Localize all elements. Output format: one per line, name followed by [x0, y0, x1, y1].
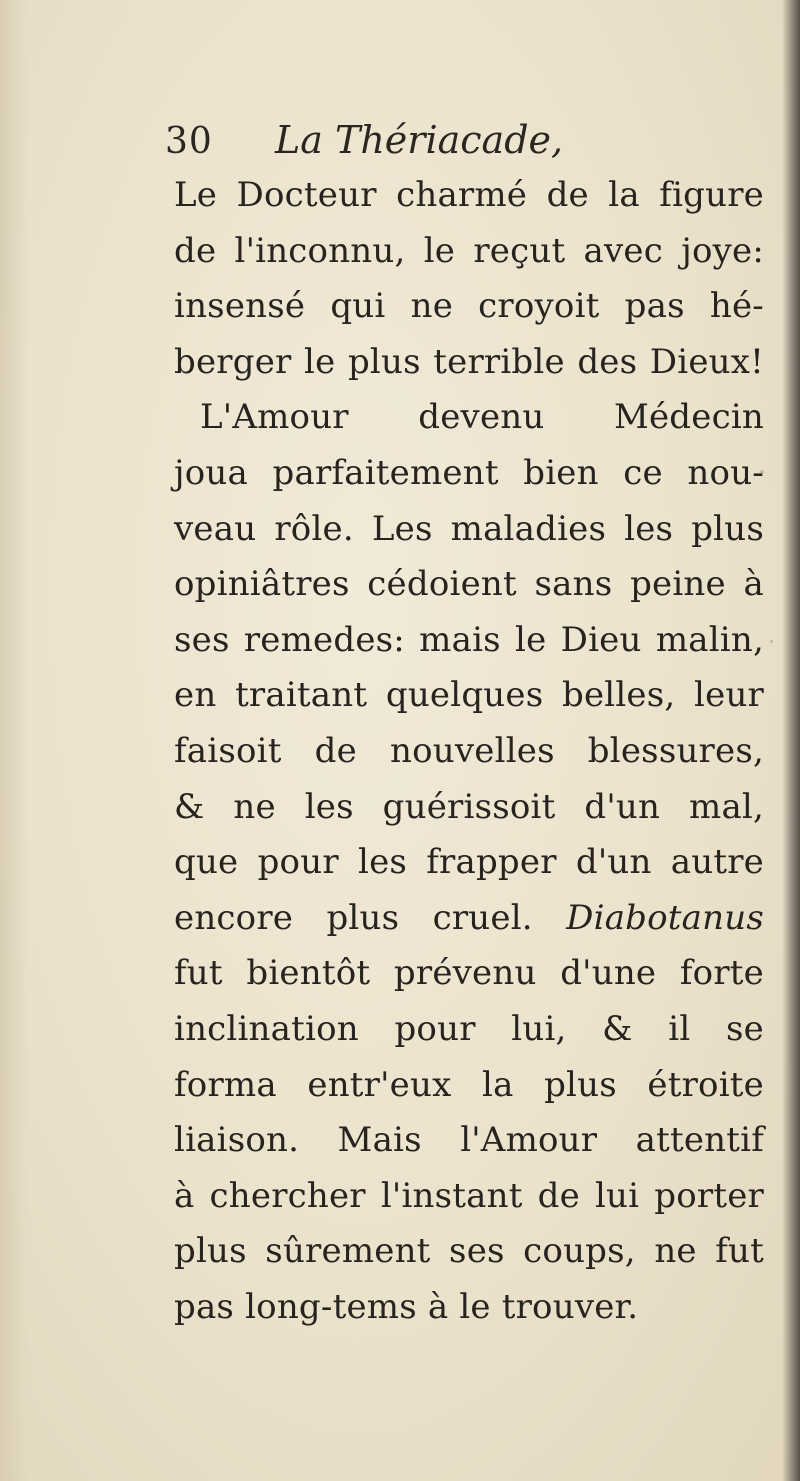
paper-speck	[770, 640, 773, 643]
text-line-content: ses remedes: mais le Dieu malin,	[174, 619, 764, 660]
text-line	[174, 279, 764, 335]
text-line-content: joua parfaitement bien ce nou-	[174, 452, 764, 493]
text-line	[174, 724, 764, 780]
text-line	[174, 1058, 764, 1114]
text-line	[174, 613, 764, 669]
text-line-content: forma entr'eux la plus étroite	[174, 1064, 764, 1105]
text-line-content: veau rôle. Les maladies les plus	[174, 508, 764, 549]
text-line	[174, 390, 764, 446]
text-line-content: opiniâtres cédoient sans peine à	[174, 564, 764, 605]
text-line-content: L'Amour devenu Médecin	[200, 397, 764, 438]
text-line-content: insensé qui ne croyoit pas hé-	[174, 286, 764, 327]
text-line	[174, 557, 764, 613]
text-line-content: encore plus cruel.	[174, 897, 567, 938]
text-line-content: inclination pour lui, & il se	[174, 1008, 764, 1049]
running-title: La Thériacade,	[275, 118, 564, 162]
text-line-content: faisoit de nouvelles blessures,	[174, 730, 764, 771]
text-line	[174, 335, 764, 391]
text-line-content: à chercher l'instant de lui porter	[174, 1175, 764, 1216]
text-line	[174, 835, 764, 891]
text-line	[174, 891, 764, 947]
page-edge-shadow	[782, 0, 800, 1481]
text-line	[174, 1113, 764, 1169]
text-line	[174, 946, 764, 1002]
text-line	[174, 1280, 764, 1336]
text-line-content: de l'inconnu, le reçut avec joye:	[174, 230, 764, 271]
text-line	[174, 1224, 764, 1280]
text-line-content: en traitant quelques belles, leur	[174, 675, 764, 716]
text-line-content: pas long-tems à le trouver.	[174, 1286, 639, 1327]
text-line	[174, 780, 764, 836]
text-line-content: liaison. Mais l'Amour attentif	[174, 1120, 764, 1161]
text-line-content: Le Docteur charmé de la figure	[174, 175, 764, 215]
text-line	[174, 446, 764, 502]
text-line-content: que pour les frapper d'un autre	[174, 842, 764, 883]
text-line-content: & ne les guérissoit d'un mal,	[174, 786, 764, 827]
text-line-content: plus sûrement ses coups, ne fut	[174, 1231, 764, 1272]
gutter-shadow	[0, 0, 28, 1481]
text-line	[174, 668, 764, 724]
running-head	[165, 118, 765, 168]
page-number: 30	[165, 121, 213, 162]
text-line	[174, 502, 764, 558]
text-line-content: berger le plus terrible des Dieux!	[174, 341, 764, 382]
body-text	[174, 168, 764, 1335]
text-line	[174, 1169, 764, 1225]
text-line-content: fut bientôt prévenu d'une forte	[174, 953, 764, 994]
text-line	[174, 224, 764, 280]
text-line	[174, 168, 764, 224]
text-line	[174, 1002, 764, 1058]
italic-name: Diabotanus	[566, 897, 764, 938]
